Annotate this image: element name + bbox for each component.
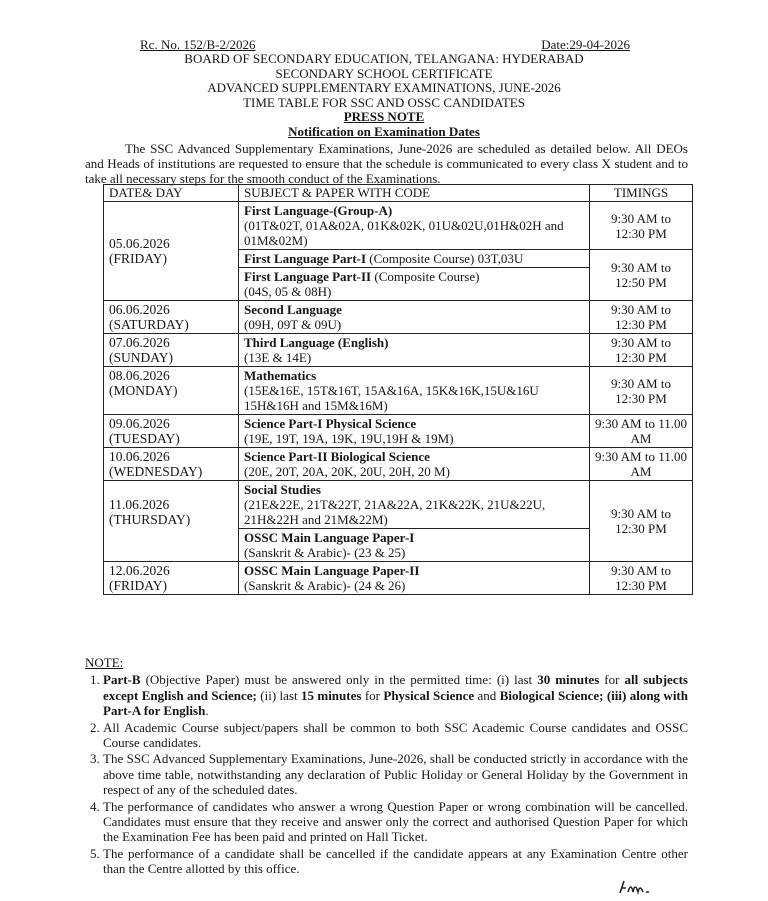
subject-title: OSSC Main Language Paper-II [244,563,420,578]
subject-title: OSSC Main Language Paper-I [244,530,415,545]
intro-text: The SSC Advanced Supplementary Examinations, June-2026 are scheduled as detailed below. All DEOs and Heads of institutions are requested to ensure that the schedule is communicated to every class X student and to take all necessary steps for the smooth conduct of the Examinations. [85,141,688,186]
subject-cell [239,448,590,481]
header-date-day: DATE& DAY [104,185,239,202]
subject-code: (Sanskrit & Arabic)- (24 & 26) [244,578,406,593]
subject-cell [239,481,590,529]
subject-title: Mathematics [244,368,317,383]
header-block [0,52,768,140]
header-line: BOARD OF SECONDARY EDUCATION, TELANGANA: HYDERABAD [184,51,584,66]
date-cell [104,481,239,562]
subject-title: First Language Part-I [244,251,367,266]
notice-date: Date:29-04-2026 [541,37,630,52]
subject-cell [239,334,590,367]
subject-title: First Language Part-II [244,269,372,284]
subject-title: Science Part-I Physical Science [244,416,417,431]
note-item: 2. All Academic Course subject/papers shall be common to both SSC Academic Course candidates and OSSC Course candidates. [103,720,688,751]
intro-paragraph [85,141,688,186]
note-item: 1. Part-B (Objective Paper) must be answered only in the permitted time: (i) last 30 minutes for all subjects except English and Science; (ii) last 15 minutes for Physical Science and Biological Science; (iii) along with Part-A for English. [103,672,688,718]
header-line: TIME TABLE FOR SSC AND OSSC CANDIDATES [243,94,525,110]
date-text: 05.06.2026 [109,236,170,251]
date-cell [104,415,239,448]
subject-cell [239,529,590,562]
day-text: (WEDNESDAY) [109,464,203,479]
date-text: 11.06.2026 [109,497,170,512]
table-row [104,367,693,415]
day-text: (SATURDAY) [109,317,189,332]
press-note-title: PRESS NOTE [343,109,425,125]
timing-cell: 9:30 AM to 12:30 PM [590,301,693,334]
subject-title: Third Language (English) [244,335,389,350]
day-text: (MONDAY) [109,383,178,398]
timing-cell: 9:30 AM to 12:30 PM [590,562,693,595]
timing-cell: 9:30 AM to 11.00 AM [590,415,693,448]
date-cell [104,301,239,334]
subject-code: (01T&02T, 01A&02A, 01K&02K, 01U&02U,01H&02H and 01M&02M) [244,218,564,248]
day-text: (SUNDAY) [109,350,174,365]
subject-suffix: (Composite Course) 03T,03U [369,251,524,266]
timing-cell: 9:30 AM to 12:50 PM [590,250,693,301]
header-line: SECONDARY SCHOOL CERTIFICATE [275,65,493,81]
subject-title: Social Studies [244,482,321,497]
date-text: 08.06.2026 [109,368,170,383]
timing-cell: 9:30 AM to 12:30 PM [590,481,693,562]
subject-code: (15E&16E, 15T&16T, 15A&16A, 15K&16K,15U&16U 15H&16H and 15M&16M) [244,383,539,413]
table-row [104,562,693,595]
subject-title: Second Language [244,302,342,317]
subject-cell [239,367,590,415]
timing-cell: 9:30 AM to 11.00 AM [590,448,693,481]
table-row [104,334,693,367]
subject-cell [239,562,590,595]
note-item: 4. The performance of candidates who answer a wrong Question Paper or wrong combination will be cancelled. Candidates must ensure that they receive and answer only the correct and authorised Question Paper for which the Examination Fee has been paid and printed on Hall Ticket. [103,799,688,845]
notes-section [85,655,688,878]
notification-title: Notification on Examination Dates [288,123,480,139]
timing-cell: 9:30 AM to 12:30 PM [590,367,693,415]
header-subject: SUBJECT & PAPER WITH CODE [239,185,590,202]
subject-code: (21E&22E, 21T&22T, 21A&22A, 21K&22K, 21U&22U, 21H&22H and 21M&22M) [244,497,546,527]
day-text: (FRIDAY) [109,578,168,593]
table-row [104,481,693,529]
date-cell [104,367,239,415]
subject-code: (13E & 14E) [244,350,312,365]
timing-cell: 9:30 AM to 12:30 PM [590,202,693,250]
date-cell [104,448,239,481]
subject-code: (19E, 19T, 19A, 19K, 19U,19H & 19M) [244,431,454,446]
day-text: (TUESDAY) [109,431,180,446]
subject-cell [239,301,590,334]
table-row [104,448,693,481]
subject-code: (Sanskrit & Arabic)- (23 & 25) [244,545,406,560]
date-cell [104,202,239,301]
table-row [104,202,693,250]
note-item: 3. The SSC Advanced Supplementary Examinations, June-2026, shall be conducted strictly in accordance with the above time table, notwithstanding any declaration of Public Holiday or General Holiday by the Government in respect of any of the scheduled dates. [103,751,688,797]
date-text: 12.06.2026 [109,563,170,578]
subject-code: (04S, 05 & 08H) [244,284,332,299]
date-cell [104,334,239,367]
header-timings: TIMINGS [590,185,693,202]
subject-cell [239,250,590,268]
header-line: ADVANCED SUPPLEMENTARY EXAMINATIONS, JUNE-2026 [207,80,561,96]
day-text: (FRIDAY) [109,251,168,266]
subject-code: (20E, 20T, 20A, 20K, 20U, 20H, 20 M) [244,464,450,479]
table-row [104,301,693,334]
subject-title: First Language-(Group-A) [244,203,393,218]
subject-code: (09H, 09T & 09U) [244,317,342,332]
signature-mark [618,878,668,901]
date-text: 06.06.2026 [109,302,170,317]
reference-number: Rc. No. 152/B-2/2026 [140,37,256,52]
time-table [103,184,693,595]
timing-cell: 9:30 AM to 12:30 PM [590,334,693,367]
date-text: 10.06.2026 [109,449,170,464]
subject-cell [239,268,590,301]
date-text: 07.06.2026 [109,335,170,350]
table-header-row [104,185,693,202]
note-label: NOTE: [85,655,124,670]
subject-title: Science Part-II Biological Science [244,449,430,464]
date-text: 09.06.2026 [109,416,170,431]
subject-suffix: (Composite Course) [374,269,480,284]
subject-cell [239,202,590,250]
date-cell [104,562,239,595]
table-row [104,415,693,448]
note-item: 5. The performance of a candidate shall be cancelled if the candidate appears at any Examination Centre other than the Centre allotted by this office. [103,846,688,877]
day-text: (THURSDAY) [109,512,191,527]
notes-list [85,672,688,876]
subject-cell [239,415,590,448]
